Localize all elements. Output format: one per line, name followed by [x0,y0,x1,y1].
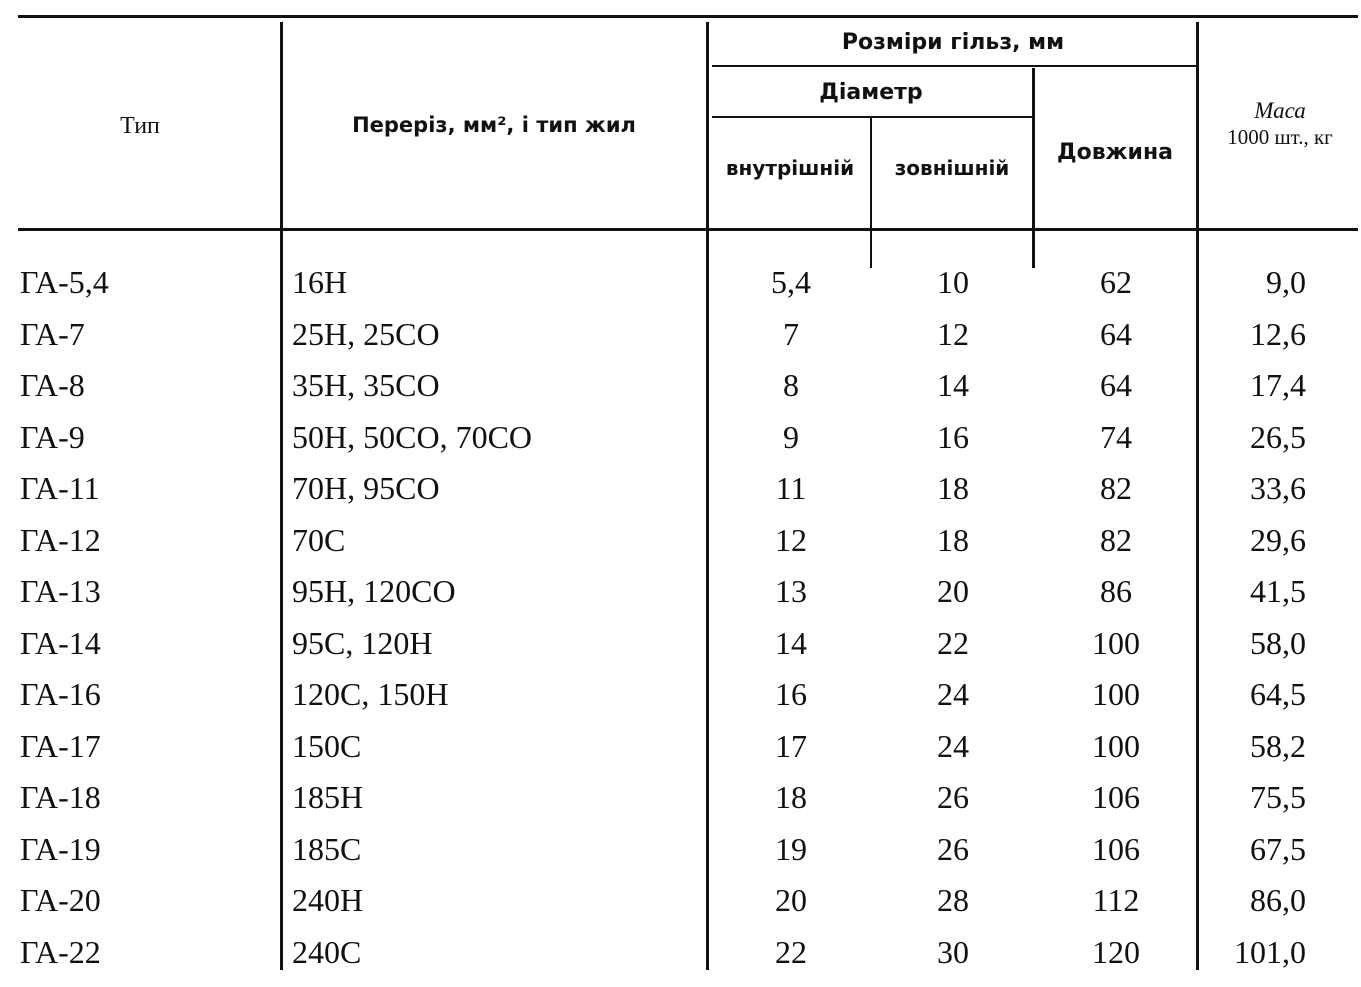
cell-type: ГА-14 [20,624,101,661]
header-diameter: Діаметр [819,80,923,105]
cell-type: ГА-22 [20,933,101,970]
cell-length: 64 [1100,367,1132,403]
cell-inner-diameter: 17 [775,727,807,764]
table-row [0,365,1361,405]
cell-mass: 67,5 [1250,830,1306,867]
sizes-underline [712,65,1196,67]
cell-inner-diameter: 14 [775,624,807,661]
cell-mass: 17,4 [1250,367,1306,403]
cell-inner-diameter: 18 [775,779,807,815]
table-row [0,314,1361,354]
header-outer-diameter: зовнішній [894,156,1010,180]
cell-length: 112 [1092,882,1140,918]
header-mass-unit: 1000 шт., кг [1227,125,1333,149]
cell-outer-diameter: 24 [937,676,969,712]
cell-mass: 41,5 [1250,573,1306,609]
cell-inner-diameter: 20 [775,882,807,918]
table-row [0,468,1361,508]
cell-outer-diameter: 20 [937,573,969,609]
cell-inner-diameter: 8 [783,367,799,403]
cell-length: 74 [1100,418,1132,455]
header-inner-diameter: внутрішній [725,156,855,180]
cell-section: 25Н, 25СО [292,315,440,352]
cell-inner-diameter: 16 [775,676,807,712]
cell-outer-diameter: 14 [937,367,969,403]
cell-mass: 58,2 [1250,727,1306,764]
cell-section: 240Н [292,882,364,918]
cell-outer-diameter: 18 [937,470,969,506]
cell-length: 106 [1092,830,1140,867]
header-type: Тип [120,113,160,139]
cell-type: ГА-11 [20,470,100,506]
cell-length: 62 [1100,264,1132,300]
cell-length: 100 [1092,624,1140,661]
cell-outer-diameter: 16 [937,418,969,455]
cell-inner-diameter: 12 [775,521,807,558]
cell-mass: 101,0 [1234,933,1306,970]
cell-type: ГА-13 [20,573,101,609]
cell-type: ГА-8 [20,367,85,403]
divider-inner-outer [870,118,872,268]
cell-outer-diameter: 24 [937,727,969,764]
cell-type: ГА-5,4 [20,264,109,300]
cell-type: ГА-16 [20,676,101,712]
cell-type: ГА-7 [20,315,85,352]
cell-section: 185Н [292,779,364,815]
header-sizes: Розміри гільз, мм [841,30,1065,55]
cell-type: ГА-12 [20,521,101,558]
cell-type: ГА-19 [20,830,101,867]
cell-section: 35Н, 35СО [292,367,440,403]
cell-length: 86 [1100,573,1132,609]
cell-section: 16Н [292,264,348,300]
header-mass: Маса [1254,98,1306,123]
cell-outer-diameter: 30 [937,933,969,970]
table-row [0,829,1361,869]
header-length: Довжина [1057,140,1173,165]
cell-inner-diameter: 22 [775,933,807,970]
cell-outer-diameter: 10 [937,264,969,300]
cell-section: 185С [292,830,362,867]
cell-mass: 33,6 [1250,470,1306,506]
cell-length: 82 [1100,470,1132,506]
cell-outer-diameter: 22 [937,624,969,661]
table-row [0,726,1361,766]
cell-section: 150С [292,727,362,764]
cell-mass: 75,5 [1250,779,1306,815]
cell-type: ГА-9 [20,418,85,455]
cell-length: 64 [1100,315,1132,352]
table-row [0,520,1361,560]
cell-mass: 29,6 [1250,521,1306,558]
cell-outer-diameter: 18 [937,521,969,558]
cell-section: 120С, 150Н [292,676,449,712]
cell-mass: 58,0 [1250,624,1306,661]
cell-type: ГА-18 [20,779,101,815]
cell-inner-diameter: 5,4 [771,264,811,300]
cell-section: 240С [292,933,362,970]
cell-outer-diameter: 28 [937,882,969,918]
table-row [0,674,1361,714]
cell-mass: 64,5 [1250,676,1306,712]
cell-inner-diameter: 9 [783,418,799,455]
cell-inner-diameter: 7 [783,315,799,352]
cell-type: ГА-17 [20,727,101,764]
cell-outer-diameter: 26 [937,830,969,867]
cell-section: 70С [292,521,346,558]
cell-length: 100 [1092,676,1140,712]
cell-outer-diameter: 26 [937,779,969,815]
table-row [0,932,1361,972]
diameter-underline [712,116,1032,118]
cell-length: 120 [1092,933,1140,970]
cell-length: 100 [1092,727,1140,764]
cell-section: 95Н, 120СО [292,573,456,609]
cell-inner-diameter: 19 [775,830,807,867]
cell-length: 106 [1092,779,1140,815]
table-row [0,571,1361,611]
cell-type: ГА-20 [20,882,101,918]
header-section: Переріз, мм², і тип жил [352,113,636,137]
table-row [0,262,1361,302]
table-row [0,777,1361,817]
cell-mass: 9,0 [1266,264,1306,300]
cell-mass: 26,5 [1250,418,1306,455]
divider-diameter-length [1032,68,1035,268]
header-bottom-rule [18,228,1358,231]
cell-section: 70Н, 95СО [292,470,440,506]
cell-outer-diameter: 12 [937,315,969,352]
cell-section: 95С, 120Н [292,624,433,661]
table-top-rule [18,15,1358,18]
cell-inner-diameter: 13 [775,573,807,609]
table-row [0,880,1361,920]
table-row [0,623,1361,663]
table-row [0,417,1361,457]
cell-mass: 86,0 [1250,882,1306,918]
cell-section: 50Н, 50СО, 70СО [292,418,533,455]
cell-inner-diameter: 11 [775,470,807,506]
cell-length: 82 [1100,521,1132,558]
cell-mass: 12,6 [1250,315,1306,352]
